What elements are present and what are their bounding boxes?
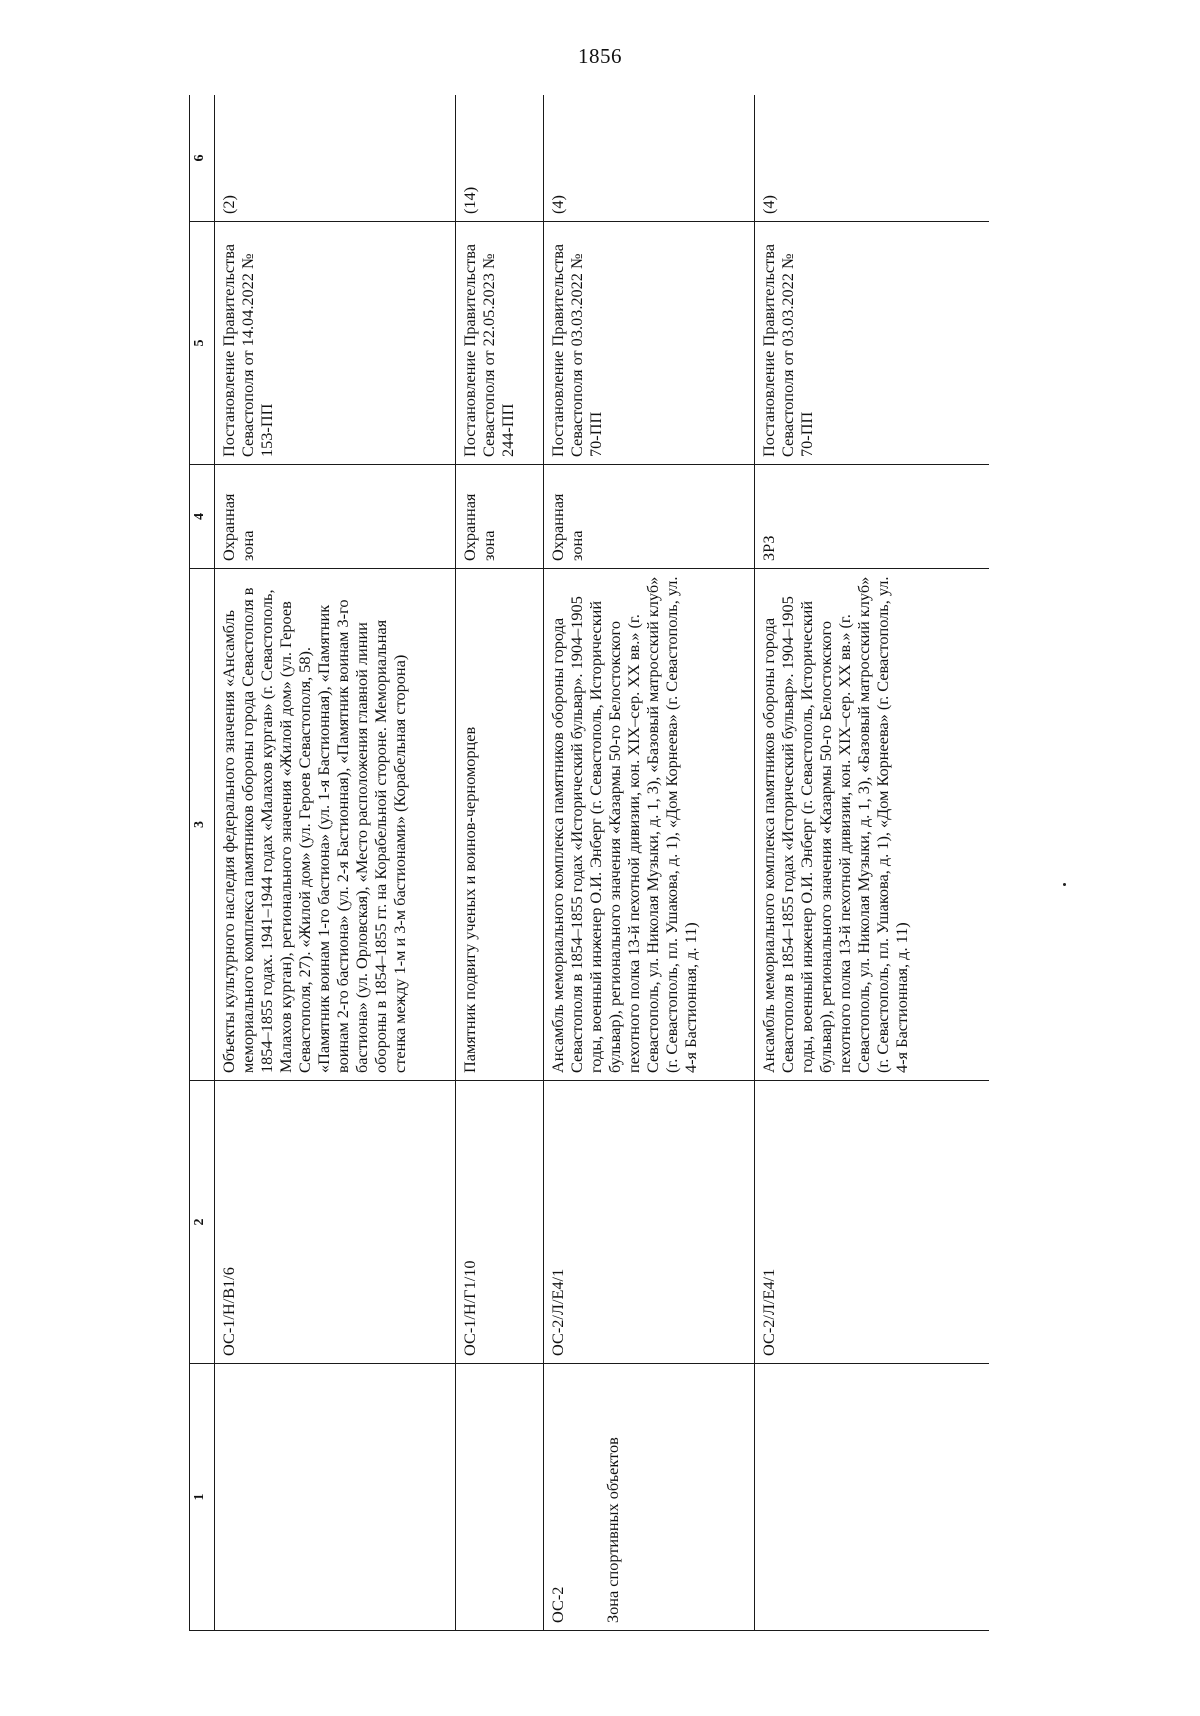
description-cell: Ансамбль мемориального комплекса памятников обороны города Севастополя в 1854–1855 годах «Исторический бульвар». 1904–1905 годы, военный инженер О.И. Энберг (г. Севастополь, Исторический бульвар), регионального значения «Казармы 50-го Белостокского пехотного полка 13-й пехотной дивизии, кон. XIX–сер. XX вв.» (г. Севастополь, ул. Николая Музыки, д. 1, 3), «Базовый матросский клуб» (г. Севастополь, пл. Ушакова, д. 1), «Дом Корнеева» (г. Севастополь, ул. 4-я Бастионная, д. 11) <box>544 569 755 1081</box>
document-cell: Постановление Правительства Севастополя от 03.03.2022 № 70-ПП <box>755 222 990 465</box>
table-row <box>755 95 990 1631</box>
rotated-table-container <box>189 95 989 1631</box>
description-cell: Ансамбль мемориального комплекса памятников обороны города Севастополя в 1854–1855 годах «Исторический бульвар». 1904–1905 годы, военный инженер О.И. Энберг (г. Севастополь, Исторический бульвар), регионального значения «Казармы 50-го Белостокского пехотного полка 13-й пехотной дивизии, кон. XIX–сер. XX вв.» (г. Севастополь, ул. Николая Музыки, д. 1, 3), «Базовый матросский клуб» (г. Севастополь, пл. Ушакова, д. 1), «Дом Корнеева» (г. Севастополь, ул. 4-я Бастионная, д. 11) <box>755 569 990 1081</box>
column-number: 3 <box>190 569 215 1081</box>
column-number: 5 <box>190 222 215 465</box>
zone-type-cell: Охранная зона <box>456 465 544 569</box>
description-cell: Объекты культурного наследия федерального значения «Ансамбль мемориального комплекса памятников обороны города Севастополя в 1854–1855 годах. 1941–1944 годах «Малахов курган» (г. Севастополь, Малахов курган), регионального значения «Жилой дом» (ул. Героев Севастополя, 27). «Жилой дом» (ул. Героев Севастополя, 58). «Памятник воинам 1-го бастиона» (ул. 1-я Бастионная), «Памятник воинам 2-го бастиона» (ул. 2-я Бастионная), «Памятник воинам 3-го бастиона» (ул. Орловская), «Место расположения главной линии обороны в 1854–1855 гг. на Корабельной стороне. Мемориальная стенка между 1-м и 3-м бастионами» (Корабельная сторона) <box>215 569 456 1081</box>
object-code-cell: ОС-2/Л/Е4/1 <box>544 1081 755 1364</box>
document-cell: Постановление Правительства Севастополя от 14.04.2022 № 153-ПП <box>215 222 456 465</box>
note-cell: (2) <box>215 95 456 222</box>
table-row <box>215 95 456 1631</box>
zones-table <box>189 95 989 1631</box>
object-code-cell: ОС-1/Н/В1/6 <box>215 1081 456 1364</box>
column-number-row <box>190 95 215 1631</box>
document-table-frame <box>189 95 989 1631</box>
page-number: 1856 <box>578 44 622 68</box>
column-number: 4 <box>190 465 215 569</box>
column-number: 6 <box>190 95 215 222</box>
column-number: 2 <box>190 1081 215 1364</box>
document-cell: Постановление Правительства Севастополя от 22.05.2023 № 244-ПП <box>456 222 544 465</box>
zone-code-cell <box>456 1364 544 1631</box>
table-row <box>456 95 544 1631</box>
document-cell: Постановление Правительства Севастополя от 03.03.2022 № 70-ПП <box>544 222 755 465</box>
zone-type-cell: Охранная зона <box>544 465 755 569</box>
scan-speck <box>1063 883 1066 886</box>
note-cell: (4) <box>755 95 990 222</box>
zone-type-cell: ЗРЗ <box>755 465 990 569</box>
zone-type-cell: Охранная зона <box>215 465 456 569</box>
note-cell: (4) <box>544 95 755 222</box>
zone-name: Зона спортивных объектов <box>603 1437 622 1623</box>
column-number: 1 <box>190 1364 215 1631</box>
description-cell: Памятник подвигу ученых и воинов-черноморцев <box>456 569 544 1081</box>
object-code-cell: ОС-2/Л/Е4/1 <box>755 1081 990 1364</box>
zone-code-cell <box>215 1364 456 1631</box>
zone-cell <box>544 1364 755 1631</box>
table-row <box>544 95 755 1631</box>
zone-code-cell <box>755 1364 990 1631</box>
object-code-cell: ОС-1/Н/Г1/10 <box>456 1081 544 1364</box>
note-cell: (14) <box>456 95 544 222</box>
zone-code: ОС-2 <box>548 1586 567 1623</box>
